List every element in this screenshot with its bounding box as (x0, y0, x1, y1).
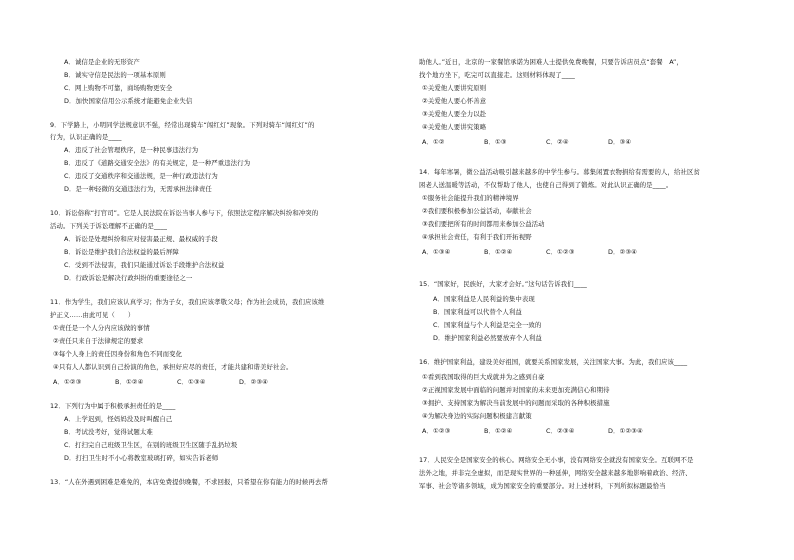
q14-item-3: ③我们要把所有的时间都用来参加公益活动 (422, 220, 545, 228)
q14-choice-d: D．②③④ (608, 248, 637, 256)
q10-stem-line1: 10．诉讼俗称“打官司”。它是人民法院在诉讼当事人参与下，依照法定程序解决纠纷和冲突的 (50, 209, 319, 217)
q14-stem-line2: 困老人送温暖等活动，不仅帮助了他人，也使自己得到了锻炼。对此认识正确的是____。 (419, 181, 673, 189)
q14-choice-c: C．①②③ (546, 248, 575, 256)
q13-choice-a: A．①② (422, 138, 445, 146)
q16-item-3: ③拥护、支持国家为解决当前发展中的问题而采取的各种积极措施 (422, 399, 610, 407)
q16-choice-a: A．①②③ (422, 427, 451, 435)
q9-option-d: D．是一种轻微的交通违法行为，无需承担法律责任 (64, 185, 212, 193)
q9-stem-line2: 行为，认识正确的是____ (50, 133, 122, 141)
q14-item-2: ②我们要积极参加公益活动，奉献社会 (422, 207, 532, 215)
q13-choice-c: C．②④ (546, 138, 569, 146)
q16-item-2: ②正视国家发展中面临的问题并对国家的未来更加充满信心和期待 (422, 386, 610, 394)
q17-stem-line2: 法外之地，并非完全虚拟，而是现实世界的一种延伸，网络安全越来越多地影响着政治、经济、 (419, 469, 692, 477)
q15-option-a: A．国家利益是人民利益的集中表现 (433, 295, 535, 303)
q12-stem: 12．下列行为中属于积极承担责任的是____ (50, 402, 176, 410)
q12-option-b: B．考试没考好，觉得试题太难 (64, 428, 153, 436)
q13-stem-line3: 找个地方坐下，吃完可以直接走。这则材料体现了____ (419, 71, 575, 79)
q11-stem-line2: 护正义……由此可见（ ） (50, 311, 135, 319)
q16-item-4: ④为解决身边的实际问题积极建言献策 (422, 412, 532, 420)
q15-stem: 15．“国家好，民族好，大家才会好。”这句话告诉我们____ (419, 280, 587, 288)
q14-choice-a: A．①③④ (422, 248, 451, 256)
q11-choice-c: C．①③④ (177, 378, 206, 386)
q11-item-1: ①责任是一个人分内应该做的事情 (53, 324, 150, 332)
q9-stem-line1: 9．下学路上，小明同学法规意识不强，经常出现骑车“闯红灯”现象。下列对骑车“闯红灯”的 (50, 121, 315, 129)
q13-choice-d: D．③④ (608, 138, 632, 146)
q10-option-b: B．诉讼是维护我们合法权益的最后屏障 (64, 248, 179, 256)
q16-choice-d: D．①②③④ (608, 427, 643, 435)
q11-stem-line1: 11．作为学生，我们应该认真学习；作为子女，我们应该孝敬父母；作为社会成员，我们应该维 (50, 298, 325, 306)
q12-option-d: D．打扫卫生时不小心将教室玻璃打碎，如实告诉老师 (64, 454, 219, 462)
q8-option-a: A．诚信是企业的无形资产 (64, 58, 140, 66)
q8-option-c: C．网上购物不可靠，商场购物更安全 (64, 84, 173, 92)
q11-choice-d: D．②③④ (239, 378, 268, 386)
q17-stem-line1: 17．人民安全是国家安全的核心。网络安全无小事，没有网络安全就没有国家安全。互联网不是 (419, 456, 694, 464)
q17-stem-line3: 军事、社会等诸多领域，成为国家安全的重要部分。对上述材料，下列所拟标题最恰当 (419, 482, 666, 490)
q12-option-c: C．打扫完自己班级卫生区，在别的班级卫生区随手乱扔垃圾 (64, 441, 238, 449)
q13-item-1: ①关爱他人要讲究原则 (422, 84, 487, 92)
q13-stem-line2: 助他人。”近日，北京的一家餐馆承诺为困难人士提供免费晚餐，只要告诉店员点“套餐 A”， (419, 58, 683, 66)
q16-choice-b: B．①②④ (484, 427, 513, 435)
q16-stem: 16．维护国家利益，建设美好祖国，就要关系国家发展，关注国家大事。为此，我们应该____ (419, 358, 688, 366)
q16-item-1: ①看到我国取得的巨大成就并为之感到自豪 (422, 373, 545, 381)
q9-option-c: C．违反了交通秩序和交通法规，是一种行政违法行为 (64, 172, 218, 180)
q16-choices (422, 427, 670, 435)
q10-option-a: A．诉讼是处理纠纷和应对侵害最正规、最权威的手段 (64, 235, 218, 243)
q13-item-4: ④关爱他人要讲究策略 (422, 123, 487, 131)
q11-item-2: ②责任只来自于法律规定的要求 (53, 337, 144, 345)
q9-option-b: B．违反了《道路交通安全法》的有关规定，是一种严重违法行为 (64, 159, 251, 167)
q16-choice-c: C．②③④ (546, 427, 575, 435)
q10-option-c: C．受到不法侵害，我们只能通过诉讼手段维护合法权益 (64, 261, 225, 269)
q15-option-c: C．国家利益与个人利益是完全一致的 (433, 321, 542, 329)
q13-choices (422, 138, 670, 146)
q10-option-d: D．行政诉讼是解决行政纠纷的重要途径之一 (64, 274, 193, 282)
q10-stem-line2: 活动。下列关于诉讼理解不正确的是____ (50, 222, 168, 230)
q11-choice-a: A．①②③ (53, 378, 82, 386)
q11-choice-b: B．①②④ (115, 378, 144, 386)
q12-option-a: A．上学迟到，怪妈妈没及时叫醒自己 (64, 415, 173, 423)
q8-option-b: B．诚实守信是民法的一项基本原则 (64, 71, 166, 79)
q13-item-2: ②关爱他人要心怀善意 (422, 97, 487, 105)
q15-option-d: D．维护国家利益必然要放弃个人利益 (433, 334, 542, 342)
q11-choices (53, 378, 301, 386)
q14-choices (422, 248, 670, 256)
q11-item-3: ③每个人身上的责任因身份和角色不同而变化 (53, 350, 183, 358)
q13-item-3: ③关爱他人要全力以赴 (422, 110, 487, 118)
q14-item-4: ④承担社会责任，有利于我们开拓视野 (422, 233, 532, 241)
q14-stem-line1: 14．每年寒暑，微公益活动吸引越来越多的中学生参与。募集闲置衣物捐给有需要的人，给社区贫 (419, 168, 700, 176)
q14-choice-b: B．①②④ (484, 248, 513, 256)
q11-item-4: ④只有人人都认识到自己扮演的角色，承担好应尽的责任，才能共建和谐美好社会。 (53, 363, 293, 371)
q13-stem-line1: 13．“人在外遇到困难是难免的，本店免费提供晚餐，不求回报，只希望在你有能力的时候再去帮 (50, 478, 328, 486)
q14-item-1: ①服务社会能提升我们的精神境界 (422, 194, 519, 202)
q9-option-a: A．违反了社会管理秩序，是一种民事违法行为 (64, 146, 199, 154)
q13-choice-b: B．①③ (484, 138, 507, 146)
q15-option-b: B．国家利益可以代替个人利益 (433, 308, 522, 316)
q8-option-d: D．加快国家信用公示系统才能避免企业失信 (64, 97, 193, 105)
